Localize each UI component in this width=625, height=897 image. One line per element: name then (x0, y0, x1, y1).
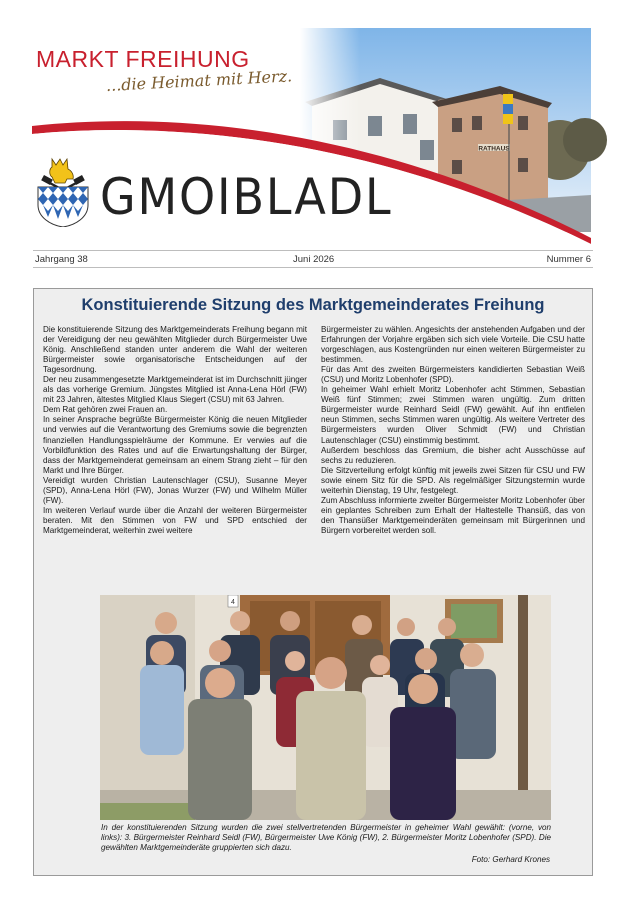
masthead-title: GMOIBLADL (100, 168, 393, 226)
front-row (188, 657, 456, 820)
paragraph: Außerdem beschloss das Gremium, die bisher acht Ausschüsse auf sechs zu reduzieren. (321, 445, 585, 465)
paragraph: Bürgermeister zu wählen. Angesichts der anstehenden Aufgaben und der Erfahrungen der Vorjahre ergäben sich sich viele Vorteile. Die CSU hatte vorgeschlagen, aus Kostengründen nur einen weiteren Bürgermeister zu bestimmen. (321, 325, 585, 365)
paragraph: In geheimer Wahl erhielt Moritz Lobenhofer acht Stimmen, Sebastian Weiß fünf Stimmen; zwei Stimmen waren ungültig. Zum dritten Bürgermeister wurde Reinhard Seidl (FW) gewählt. Auf ihn entfielen neun Stimmen, sechs Stimmen waren ungültig. Als weitere Vertreter des Bürgermeisters wurden Oliver Schmidt (FW) und Christian Lautenschlager (CSU) einstimmig bestimmt. (321, 385, 585, 445)
paragraph: Im weiteren Verlauf wurde über die Anzahl der weiteren Bürgermeister beraten. Mit den Stimmen von FW und SPD entschied der Marktgemeinderat, weiterhin zwei weitere (43, 505, 307, 535)
paragraph: Die Sitzverteilung erfolgt künftig mit jeweils zwei Sitzen für CSU und FW sowie einem Sitz für die SPD. Als regelmäßiger Sitzungstermin wurde weiterhin Dienstag, 19 Uhr, festgelegt. (321, 465, 585, 495)
issue-volume: Jahrgang 38 (35, 254, 88, 265)
paragraph: Der neu zusammengesetzte Marktgemeinderat ist im Durchschnitt jünger als das vorherige Gremium. Jüngstes Mitglied ist Anna-Lena Hörl (FW) mit 23 Jahren, ältestes Mitglied Klaus Siegert (CSU) mit 63 Jahren. (43, 375, 307, 405)
paragraph: Für das Amt des zweiten Bürgermeisters kandidierten Sebastian Weiß (CSU) und Moritz Lobenhofer (SPD). (321, 365, 585, 385)
brand-slogan: ...die Heimat mit Herz. (105, 66, 293, 95)
header (0, 0, 625, 250)
issue-date: Juni 2026 (293, 254, 335, 265)
issue-bar (33, 250, 593, 268)
article-column-left (43, 325, 307, 536)
article-column-right (321, 325, 585, 536)
coat-of-arms-icon (34, 155, 92, 227)
paragraph: In seiner Ansprache begrüßte Bürgermeister König die neuen Mitglieder und verwies auf die Verantwortung des Gremiums sowie die begrenzten finanziellen Handlungsspielräume der Kommune. Er verwies auf die Vorbildfunktion des Rates und auf die Erwartungshaltung der Bürger, dass der Marktgemeinderat gemeinsam an einem Strang zieht – für den Markt und Ihre Bürger. (43, 415, 307, 475)
brand-title: MARKT FREIHUNG (36, 46, 250, 72)
article (33, 288, 593, 876)
issue-number: Nummer 6 (546, 254, 591, 265)
photo-credit: Foto: Gerhard Krones (471, 855, 550, 864)
door-number: 4 (231, 599, 235, 606)
rathaus-sign: RATHAUS (478, 145, 510, 153)
photo-caption: In der konstituierenden Sitzung wurden die zwei stellvertretenden Bürgermeister in geheimer Wahl gewählt: (vorne, von links): 3. Bürgermeister Reinhard Seidl (FW), Bürgermeister Uwe König (FW), 2. Bürgermeister Moritz Lobenhofer (SPD). Die gewählten Marktgemeinderäte gruppierten sich dazu. (101, 823, 551, 853)
paragraph: Vereidigt wurden Christian Lautenschlager (CSU), Susanne Meyer (SPD), Anna-Lena Hörl (FW), Jonas Wurzer (FW) und Wilhelm Müller (FW). (43, 475, 307, 505)
council-group-photo (100, 595, 551, 820)
paragraph: Dem Rat gehören zwei Frauen an. (43, 405, 168, 415)
article-headline: Konstituierende Sitzung des Marktgemeinderates Freihung (81, 296, 545, 314)
paragraph: Zum Abschluss informierte zweiter Bürgermeister Moritz Lobenhofer über ein geplantes Schreiben zum Erhalt der Haltestelle Thansüß, das von den Thansüßer Marktgemeinderäten gemeinsam mit Bürgerinnen und Bürgern vorbereitet werden soll. (321, 495, 585, 535)
paragraph: Die konstituierende Sitzung des Marktgemeinderats Freihung begann mit der Vereidigung der neu gewählten Mitglieder durch Bürgermeister Uwe König. Anschließend standen unter anderem die Wahl der weiteren Bürgermeister sowie organisatorische Entscheidungen auf der Tagesordnung. (43, 325, 307, 375)
